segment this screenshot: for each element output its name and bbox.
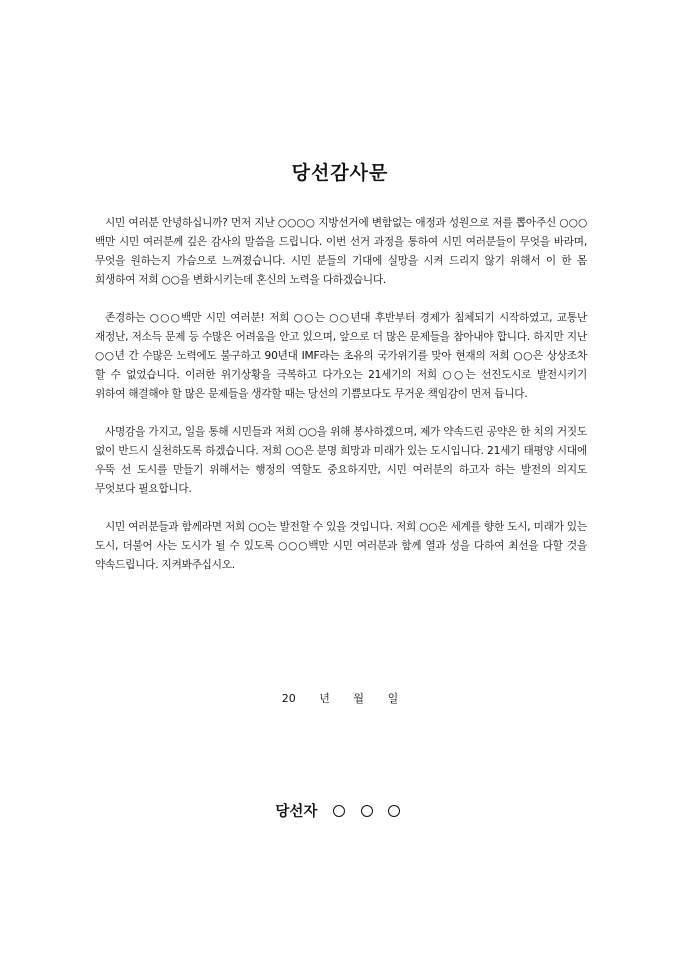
signature-line — [0, 800, 680, 821]
date-day-unit: 일 — [387, 692, 399, 705]
date-year: 20 — [281, 692, 296, 705]
document-body — [95, 214, 587, 594]
name-placeholder-circle-icon — [333, 805, 345, 817]
body-paragraph-1: 시민 여러분 안녕하십니까? 먼저 지난 ○○○○ 지방선거에 변함없는 애정과 성원으로 저를 뽑아주신 ○○○백만 시민 여러분께 깊은 감사의 말씀을 드립니다. 이번 선거 과정을 통하여 시민 여러분들이 무엇을 바라며, 무엇을 원하는지 가슴으로 느껴졌습니다. 시민 분들의 기대에 실망을 시켜 드리지 않기 위해서 이 한 몸 희생하여 저희 ○○을 변화시키는데 혼신의 노력을 다하겠습니다. — [95, 217, 587, 286]
date-year-unit: 년 — [319, 692, 330, 705]
date-line — [0, 690, 680, 706]
body-paragraph-2: 존경하는 ○○○백만 시민 여러분! 저희 ○○는 ○○년대 후반부터 경제가 침체되기 시작하였고, 교통난 재정난, 저소득 문제 등 수많은 어려움을 안고 있으며, 앞으로 더 많은 문제들을 참아내야 합니다. 하지만 지난 ○○년 간 수많은 노력에도 불구하고 90년대 IMF라는 초유의 국가위기를 맞아 현재의 저희 ○○은 상상조차 할 수 없었습니다. 이러한 위기상황을 극복하고 다가오는 21세기의 저희 ○○는 선진도시로 발전시키기 위하여 해결해야 할 많은 문제들을 생각할 때는 당선의 기쁨보다도 무거운 책임감이 먼저 듭니다. — [95, 312, 587, 400]
name-placeholder-circle-icon — [388, 805, 400, 817]
name-placeholder-circle-icon — [361, 805, 373, 817]
date-month-unit: 월 — [353, 692, 365, 705]
signature-label: 당선자 — [275, 804, 318, 820]
body-paragraph-3: 사명감을 가지고, 일을 통해 시민들과 저희 ○○을 위해 봉사하겠으며, 제가 약속드린 공약은 한 치의 거짓도 없이 반드시 실천하도록 하겠습니다. 저희 ○○은 분명 희망과 미래가 있는 도시입니다. 21세기 태평양 시대에 우뚝 선 도시를 만들기 위해서는 행정의 역할도 중요하지만, 시민 여러분의 하고자 하는 발전의 의지도 무엇보다 필요합니다. — [95, 426, 587, 495]
document-title: 당선감사문 — [291, 162, 389, 184]
body-paragraph-4: 시민 여러분들과 함께라면 저희 ○○는 발전할 수 있을 것입니다. 저희 ○○은 세계를 향한 도시, 미래가 있는 도시, 더불어 사는 도시가 될 수 있도록 ○○○백만 시민 여러분과 함께 열과 성을 다하여 최선을 다할 것을 약속드립니다. 지켜봐주십시오. — [95, 521, 587, 571]
